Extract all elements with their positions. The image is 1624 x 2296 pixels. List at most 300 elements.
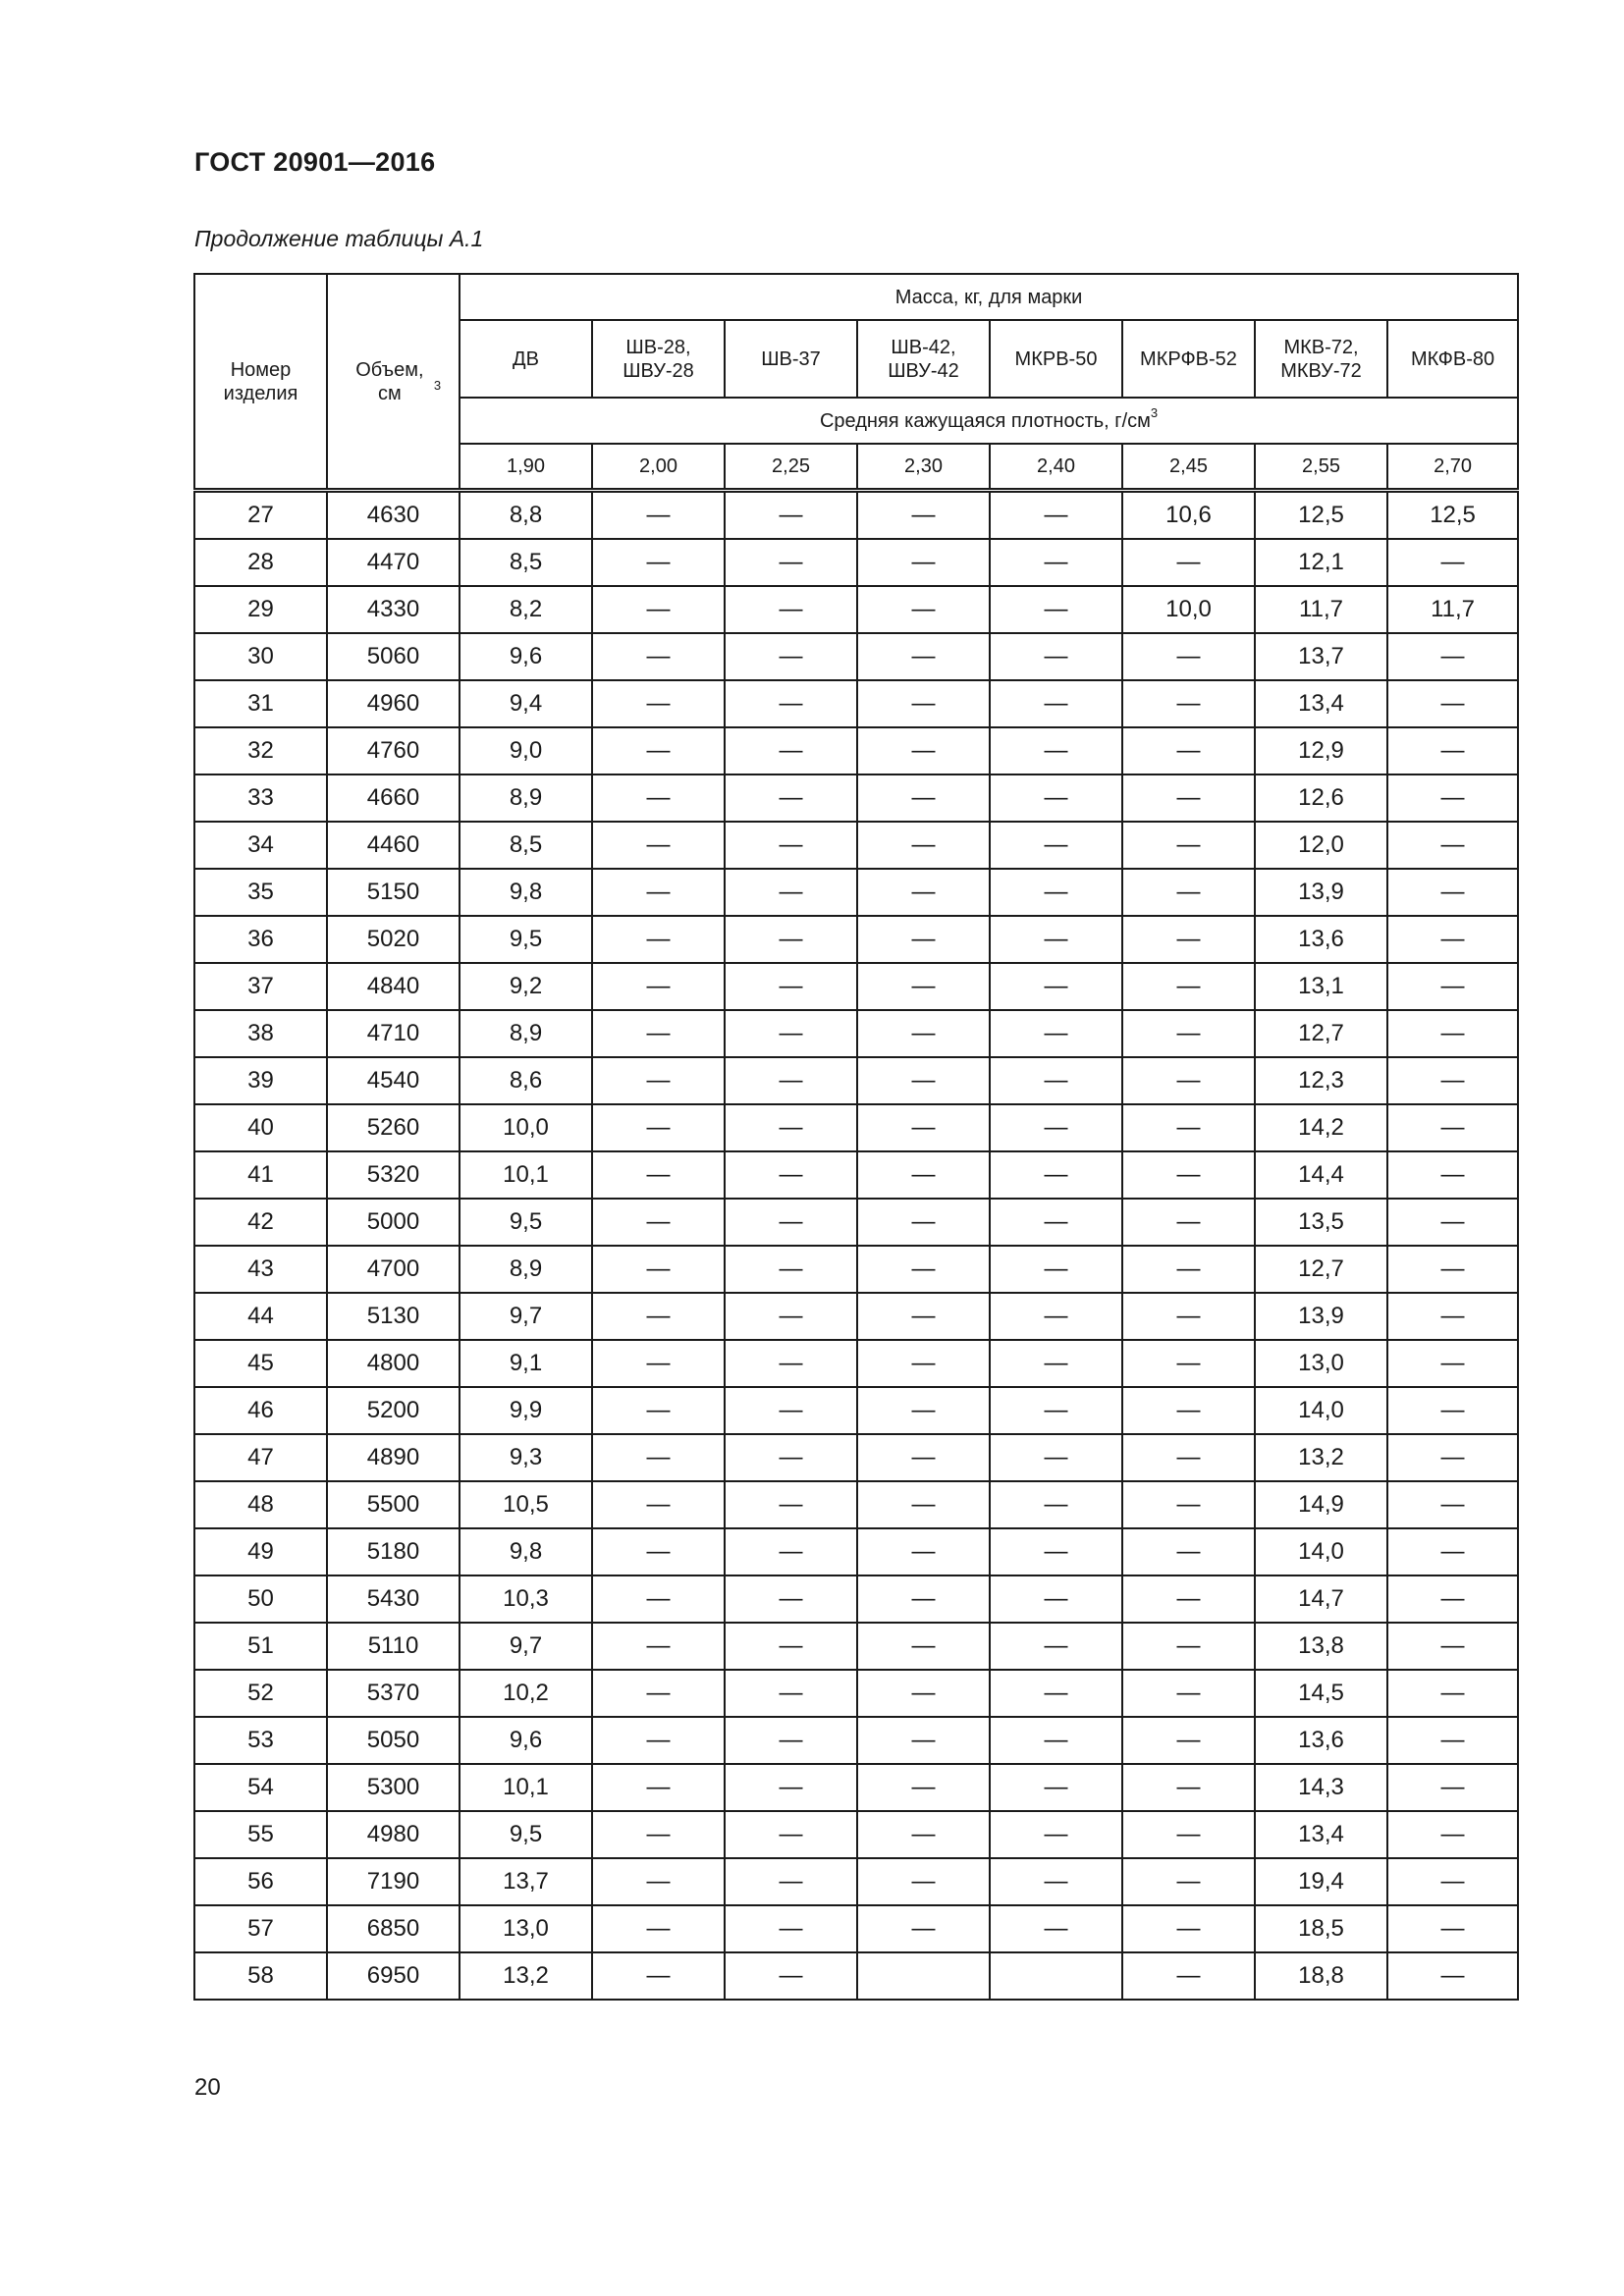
volume-cell: 5370 — [327, 1670, 460, 1717]
mass-cell: — — [990, 1434, 1122, 1481]
mass-cell: 8,5 — [460, 822, 592, 869]
mass-cell: — — [857, 586, 990, 633]
item-number-cell: 30 — [194, 633, 327, 680]
mass-cell: — — [592, 1010, 725, 1057]
volume-cell: 5060 — [327, 633, 460, 680]
mass-cell: — — [725, 1057, 857, 1104]
item-number-cell: 44 — [194, 1293, 327, 1340]
volume-cell: 5260 — [327, 1104, 460, 1151]
mass-cell: — — [990, 1905, 1122, 1952]
mass-cell: — — [1387, 869, 1518, 916]
mass-cell: — — [857, 774, 990, 822]
mass-cell: 13,9 — [1255, 869, 1387, 916]
mass-cell: 9,4 — [460, 680, 592, 727]
item-number-cell: 35 — [194, 869, 327, 916]
mass-cell: 13,7 — [460, 1858, 592, 1905]
table-row — [194, 1717, 1518, 1764]
volume-cell: 5110 — [327, 1623, 460, 1670]
mass-cell: — — [990, 1623, 1122, 1670]
mass-cell: — — [1387, 1670, 1518, 1717]
density-value-cell: 1,90 — [460, 444, 592, 491]
mass-cell: 9,8 — [460, 1528, 592, 1575]
item-number-cell: 40 — [194, 1104, 327, 1151]
mass-cell: 10,0 — [460, 1104, 592, 1151]
mass-cell: — — [1387, 1717, 1518, 1764]
mass-cell: — — [990, 1528, 1122, 1575]
item-number-cell: 31 — [194, 680, 327, 727]
mass-cell: 11,7 — [1387, 586, 1518, 633]
mass-cell: — — [1122, 869, 1255, 916]
volume-cell: 5050 — [327, 1717, 460, 1764]
mass-cell: — — [592, 916, 725, 963]
mass-cell: — — [592, 1905, 725, 1952]
mass-cell: — — [990, 586, 1122, 633]
mass-cell: — — [1122, 1010, 1255, 1057]
mass-cell: — — [1387, 1905, 1518, 1952]
mass-cell: — — [857, 1670, 990, 1717]
volume-cell: 6850 — [327, 1905, 460, 1952]
mass-cell: — — [1387, 680, 1518, 727]
document-code: ГОСТ 20901—2016 — [194, 147, 436, 177]
mass-cell: 14,2 — [1255, 1104, 1387, 1151]
mass-cell: — — [1387, 1575, 1518, 1623]
mass-cell: 14,3 — [1255, 1764, 1387, 1811]
mass-cell: — — [857, 916, 990, 963]
brand-header-cell — [460, 320, 592, 398]
item-number-cell: 51 — [194, 1623, 327, 1670]
mass-cell: — — [857, 1057, 990, 1104]
brand-header-cell — [990, 320, 1122, 398]
mass-cell: — — [1122, 774, 1255, 822]
mass-cell: — — [1387, 727, 1518, 774]
mass-cell: 11,7 — [1255, 586, 1387, 633]
mass-cell: — — [990, 1764, 1122, 1811]
item-number-cell: 47 — [194, 1434, 327, 1481]
table-body — [194, 491, 1518, 2001]
mass-cell: — — [725, 491, 857, 540]
mass-cell: — — [725, 1104, 857, 1151]
mass-cell: — — [725, 1952, 857, 2000]
mass-cell: — — [725, 1764, 857, 1811]
mass-cell: — — [592, 1717, 725, 1764]
mass-cell: — — [1122, 1340, 1255, 1387]
mass-cell: — — [592, 1199, 725, 1246]
mass-cell: — — [1387, 1104, 1518, 1151]
mass-cell: — — [1387, 1246, 1518, 1293]
mass-cell: — — [1387, 774, 1518, 822]
mass-cell: — — [592, 1764, 725, 1811]
mass-cell: 14,4 — [1255, 1151, 1387, 1199]
table-row — [194, 1293, 1518, 1340]
item-number-cell: 36 — [194, 916, 327, 963]
volume-cell: 5320 — [327, 1151, 460, 1199]
mass-cell: — — [990, 491, 1122, 540]
mass-cell: — — [990, 727, 1122, 774]
mass-cell: — — [990, 1811, 1122, 1858]
mass-cell: — — [857, 1387, 990, 1434]
mass-cell: — — [725, 869, 857, 916]
mass-cell: — — [857, 1151, 990, 1199]
mass-cell: — — [1122, 727, 1255, 774]
mass-cell: 10,3 — [460, 1575, 592, 1623]
volume-cell: 4460 — [327, 822, 460, 869]
volume-cell: 5430 — [327, 1575, 460, 1623]
mass-cell: 9,8 — [460, 869, 592, 916]
mass-cell: — — [857, 539, 990, 586]
mass-cell: — — [990, 1199, 1122, 1246]
table-row — [194, 1057, 1518, 1104]
mass-cell: 13,0 — [1255, 1340, 1387, 1387]
mass-cell: 9,9 — [460, 1387, 592, 1434]
mass-cell: — — [1387, 1952, 1518, 2000]
volume-cell: 4330 — [327, 586, 460, 633]
mass-cell: — — [990, 539, 1122, 586]
density-value-cell: 2,25 — [725, 444, 857, 491]
mass-cell: 14,5 — [1255, 1670, 1387, 1717]
table-row — [194, 1340, 1518, 1387]
volume-cell: 4540 — [327, 1057, 460, 1104]
header-density — [460, 398, 1518, 444]
mass-cell: — — [725, 1199, 857, 1246]
mass-cell: 12,7 — [1255, 1010, 1387, 1057]
mass-cell: — — [857, 1717, 990, 1764]
table-row — [194, 1199, 1518, 1246]
table-row — [194, 1764, 1518, 1811]
volume-cell: 5000 — [327, 1199, 460, 1246]
mass-cell: 13,9 — [1255, 1293, 1387, 1340]
table-row — [194, 1905, 1518, 1952]
item-number-cell: 41 — [194, 1151, 327, 1199]
mass-cell: 18,8 — [1255, 1952, 1387, 2000]
item-number-cell: 43 — [194, 1246, 327, 1293]
mass-cell: — — [592, 1811, 725, 1858]
mass-cell: — — [725, 1434, 857, 1481]
brand-label-line1: ШВ-37 — [761, 347, 821, 370]
table-row — [194, 1528, 1518, 1575]
brand-label-line1: ДВ — [513, 347, 539, 370]
mass-cell: 9,5 — [460, 1199, 592, 1246]
mass-cell: — — [857, 963, 990, 1010]
brand-header-cell — [1255, 320, 1387, 398]
mass-cell: — — [990, 1670, 1122, 1717]
volume-cell: 5500 — [327, 1481, 460, 1528]
mass-cell: — — [1387, 1858, 1518, 1905]
item-number-cell: 33 — [194, 774, 327, 822]
mass-cell: 10,0 — [1122, 586, 1255, 633]
mass-cell: 13,0 — [460, 1905, 592, 1952]
item-number-cell: 32 — [194, 727, 327, 774]
table-row — [194, 822, 1518, 869]
mass-cell: — — [990, 963, 1122, 1010]
item-number-cell: 48 — [194, 1481, 327, 1528]
item-number-cell: 34 — [194, 822, 327, 869]
mass-cell: 12,9 — [1255, 727, 1387, 774]
mass-cell: — — [990, 633, 1122, 680]
mass-cell: — — [725, 680, 857, 727]
brand-header-cell — [725, 320, 857, 398]
volume-cell: 5200 — [327, 1387, 460, 1434]
mass-cell: — — [1387, 1340, 1518, 1387]
mass-cell: 13,4 — [1255, 680, 1387, 727]
mass-cell: — — [592, 1387, 725, 1434]
item-number-cell: 45 — [194, 1340, 327, 1387]
mass-cell: — — [1122, 1952, 1255, 2000]
item-number-cell: 52 — [194, 1670, 327, 1717]
mass-cell: — — [857, 727, 990, 774]
mass-cell: 12,6 — [1255, 774, 1387, 822]
mass-cell: — — [1387, 1010, 1518, 1057]
table-row — [194, 1246, 1518, 1293]
volume-cell: 4760 — [327, 727, 460, 774]
mass-cell: — — [725, 633, 857, 680]
mass-cell: 12,7 — [1255, 1246, 1387, 1293]
header-mass: Масса, кг, для марки — [460, 274, 1518, 320]
mass-cell: — — [1387, 822, 1518, 869]
mass-cell: 12,3 — [1255, 1057, 1387, 1104]
mass-cell: — — [725, 963, 857, 1010]
mass-cell: — — [1387, 1151, 1518, 1199]
mass-cell: — — [1122, 1481, 1255, 1528]
table-caption: Продолжение таблицы А.1 — [194, 226, 484, 251]
brand-label-line2: ШВУ-42 — [888, 359, 959, 382]
mass-cell: — — [592, 1528, 725, 1575]
mass-cell: 13,1 — [1255, 963, 1387, 1010]
mass-cell: — — [1122, 1764, 1255, 1811]
header-volume-sup: 3 — [433, 377, 442, 393]
density-value-cell: 2,30 — [857, 444, 990, 491]
volume-cell: 4840 — [327, 963, 460, 1010]
table-row — [194, 539, 1518, 586]
mass-cell: — — [1387, 1764, 1518, 1811]
mass-cell: — — [990, 680, 1122, 727]
table-row — [194, 727, 1518, 774]
mass-cell: — — [1122, 1434, 1255, 1481]
table-row — [194, 774, 1518, 822]
mass-cell: — — [857, 680, 990, 727]
mass-cell — [857, 1952, 990, 2000]
mass-cell: — — [1122, 1575, 1255, 1623]
mass-cell: — — [592, 1293, 725, 1340]
brand-label-line1: МКРВ-50 — [1014, 347, 1098, 370]
item-number-cell: 46 — [194, 1387, 327, 1434]
mass-cell: — — [990, 1387, 1122, 1434]
mass-cell: 13,8 — [1255, 1623, 1387, 1670]
brand-label-line2: МКВУ-72 — [1280, 359, 1362, 382]
mass-cell: — — [990, 1481, 1122, 1528]
mass-cell: — — [857, 1434, 990, 1481]
mass-cell: — — [1387, 633, 1518, 680]
mass-cell: — — [592, 680, 725, 727]
item-number-cell: 55 — [194, 1811, 327, 1858]
mass-cell: 9,3 — [460, 1434, 592, 1481]
item-number-cell: 38 — [194, 1010, 327, 1057]
mass-cell: 10,5 — [460, 1481, 592, 1528]
brand-label-line1: МКРФВ-52 — [1140, 347, 1237, 370]
mass-cell: — — [857, 822, 990, 869]
mass-cell: — — [725, 586, 857, 633]
mass-cell: — — [592, 1340, 725, 1387]
mass-cell: — — [1387, 963, 1518, 1010]
density-value-cell: 2,55 — [1255, 444, 1387, 491]
mass-cell: 19,4 — [1255, 1858, 1387, 1905]
mass-cell: — — [857, 1104, 990, 1151]
mass-cell: 10,2 — [460, 1670, 592, 1717]
item-number-cell: 28 — [194, 539, 327, 586]
mass-cell: — — [857, 1246, 990, 1293]
table-row — [194, 1104, 1518, 1151]
mass-cell: — — [592, 774, 725, 822]
mass-cell: — — [1387, 1434, 1518, 1481]
table-row — [194, 1670, 1518, 1717]
volume-cell: 4470 — [327, 539, 460, 586]
volume-cell: 4660 — [327, 774, 460, 822]
mass-cell: — — [1122, 963, 1255, 1010]
mass-cell: — — [1387, 1387, 1518, 1434]
volume-cell: 5130 — [327, 1293, 460, 1340]
mass-cell: — — [592, 1434, 725, 1481]
volume-cell: 5300 — [327, 1764, 460, 1811]
mass-cell: — — [592, 727, 725, 774]
mass-cell: 9,6 — [460, 1717, 592, 1764]
mass-cell: — — [725, 822, 857, 869]
mass-cell: — — [725, 916, 857, 963]
mass-cell: — — [857, 1905, 990, 1952]
volume-cell: 4710 — [327, 1010, 460, 1057]
mass-cell: — — [592, 1858, 725, 1905]
table-row — [194, 491, 1518, 540]
table-row — [194, 916, 1518, 963]
mass-cell: — — [1122, 680, 1255, 727]
mass-cell: — — [857, 1528, 990, 1575]
header-item-number-label: Номер изделия — [223, 358, 298, 404]
item-number-cell: 49 — [194, 1528, 327, 1575]
mass-cell: — — [990, 1246, 1122, 1293]
item-number-cell: 29 — [194, 586, 327, 633]
item-number-cell: 39 — [194, 1057, 327, 1104]
mass-cell: 14,9 — [1255, 1481, 1387, 1528]
mass-cell: — — [990, 1293, 1122, 1340]
mass-cell: 12,5 — [1255, 491, 1387, 540]
mass-cell: — — [1387, 1481, 1518, 1528]
mass-cell: — — [990, 1010, 1122, 1057]
mass-cell: — — [592, 1952, 725, 2000]
mass-cell: — — [857, 1623, 990, 1670]
table-header — [194, 274, 1518, 491]
mass-cell: — — [725, 1340, 857, 1387]
mass-cell: 9,5 — [460, 916, 592, 963]
mass-cell: — — [592, 822, 725, 869]
table-row — [194, 963, 1518, 1010]
mass-cell: — — [1122, 1199, 1255, 1246]
mass-cell: 10,1 — [460, 1151, 592, 1199]
mass-cell: 13,6 — [1255, 916, 1387, 963]
brand-label-line1: МКВ-72, — [1283, 336, 1359, 358]
mass-cell: 8,9 — [460, 1010, 592, 1057]
table-row — [194, 869, 1518, 916]
header-item-number — [194, 274, 327, 491]
mass-cell: — — [990, 869, 1122, 916]
density-value-cell: 2,40 — [990, 444, 1122, 491]
mass-cell: — — [592, 1670, 725, 1717]
mass-cell: — — [725, 774, 857, 822]
mass-cell: — — [592, 1246, 725, 1293]
mass-cell: — — [857, 633, 990, 680]
mass-cell: — — [1122, 1057, 1255, 1104]
mass-cell: — — [725, 1670, 857, 1717]
brand-label-line1: ШВ-28, — [625, 336, 691, 358]
mass-cell: — — [592, 1575, 725, 1623]
mass-cell: — — [1387, 1811, 1518, 1858]
table-row — [194, 1575, 1518, 1623]
mass-cell: — — [592, 1057, 725, 1104]
mass-cell: 13,2 — [460, 1952, 592, 2000]
mass-cell: — — [857, 1199, 990, 1246]
header-volume — [327, 274, 460, 491]
mass-cell: 9,6 — [460, 633, 592, 680]
mass-cell: — — [592, 1481, 725, 1528]
mass-cell: — — [725, 727, 857, 774]
mass-cell: — — [990, 1104, 1122, 1151]
mass-cell: — — [990, 1340, 1122, 1387]
page-number: 20 — [194, 2074, 221, 2101]
mass-cell: — — [592, 633, 725, 680]
mass-cell: — — [725, 1575, 857, 1623]
mass-cell: — — [592, 1151, 725, 1199]
mass-cell: — — [990, 774, 1122, 822]
item-number-cell: 58 — [194, 1952, 327, 2000]
mass-cell: — — [1122, 1151, 1255, 1199]
mass-cell: 9,5 — [460, 1811, 592, 1858]
mass-cell: — — [857, 1010, 990, 1057]
mass-cell: — — [725, 1623, 857, 1670]
item-number-cell: 27 — [194, 491, 327, 540]
mass-cell: — — [592, 539, 725, 586]
table-row — [194, 1481, 1518, 1528]
mass-cell: — — [1387, 539, 1518, 586]
mass-cell: — — [725, 1717, 857, 1764]
volume-cell: 4890 — [327, 1434, 460, 1481]
mass-cell: — — [1122, 1858, 1255, 1905]
mass-cell: — — [1122, 1387, 1255, 1434]
volume-cell: 5150 — [327, 869, 460, 916]
header-volume-label: Объем, см — [355, 358, 424, 404]
mass-cell: — — [725, 1387, 857, 1434]
mass-cell: — — [592, 1623, 725, 1670]
mass-cell: 8,8 — [460, 491, 592, 540]
mass-cell: — — [1122, 916, 1255, 963]
mass-cell: 14,0 — [1255, 1528, 1387, 1575]
brand-header-cell — [592, 320, 725, 398]
header-density-sup: 3 — [1150, 404, 1159, 420]
mass-cell: — — [725, 1293, 857, 1340]
table-row — [194, 1952, 1518, 2000]
brand-label-line2: ШВУ-28 — [623, 359, 694, 382]
mass-cell: — — [1122, 633, 1255, 680]
mass-cell: 9,7 — [460, 1293, 592, 1340]
mass-cell — [990, 1952, 1122, 2000]
table-row — [194, 1811, 1518, 1858]
mass-cell: 8,9 — [460, 1246, 592, 1293]
volume-cell: 4980 — [327, 1811, 460, 1858]
item-number-cell: 54 — [194, 1764, 327, 1811]
volume-cell: 5180 — [327, 1528, 460, 1575]
mass-cell: — — [857, 1293, 990, 1340]
mass-cell: — — [990, 1575, 1122, 1623]
brand-header-cell — [857, 320, 990, 398]
mass-cell: 8,6 — [460, 1057, 592, 1104]
mass-cell: — — [857, 491, 990, 540]
mass-cell: — — [725, 1481, 857, 1528]
